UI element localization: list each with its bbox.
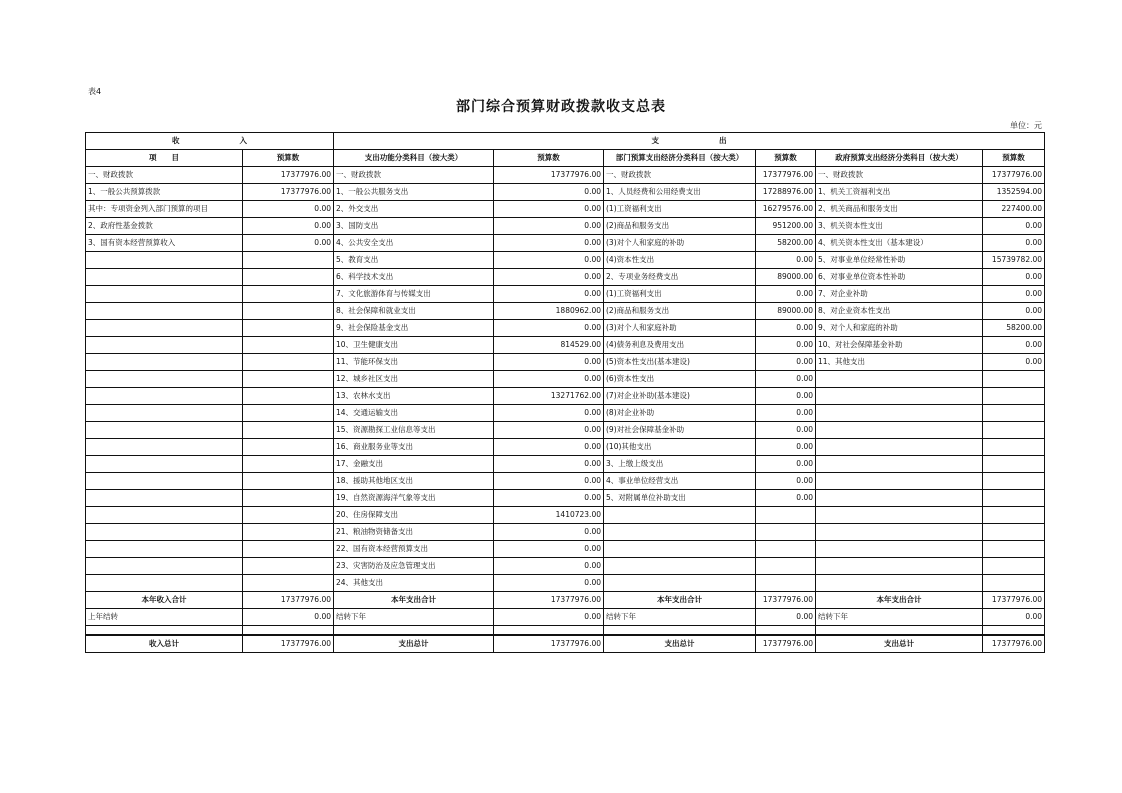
label-cell [816, 558, 983, 575]
table-row [86, 337, 1045, 354]
amount-cell: 227400.00 [983, 201, 1045, 218]
amount-cell [243, 473, 334, 490]
amount-cell: 58200.00 [983, 320, 1045, 337]
amount-cell: 0.00 [243, 609, 334, 626]
amount-cell: 0.00 [494, 558, 604, 575]
amount-cell: 0.00 [756, 490, 816, 507]
label-cell: (5)资本性支出(基本建设) [604, 354, 756, 371]
amount-cell [983, 575, 1045, 592]
label-cell [86, 269, 243, 286]
label-cell: 结转下年 [334, 609, 494, 626]
table-row [86, 252, 1045, 269]
label-cell: 14、交通运输支出 [334, 405, 494, 422]
amount-cell [243, 490, 334, 507]
amount-cell: 17377976.00 [756, 592, 816, 609]
table-row [86, 388, 1045, 405]
label-cell: 支出总计 [334, 635, 494, 653]
empty-cell [334, 626, 494, 636]
label-cell: 一、财政拨款 [816, 167, 983, 184]
table-number: 表4 [88, 87, 102, 96]
label-cell: 收入总计 [86, 635, 243, 653]
amount-cell: 0.00 [494, 490, 604, 507]
label-cell [86, 490, 243, 507]
label-cell: 3、上缴上级支出 [604, 456, 756, 473]
amount-cell: 0.00 [494, 473, 604, 490]
label-cell: 6、对事业单位资本性补助 [816, 269, 983, 286]
empty-cell [816, 626, 983, 636]
label-cell [86, 558, 243, 575]
label-cell [816, 541, 983, 558]
label-cell: 其中：专项资金列入部门预算的项目 [86, 201, 243, 218]
label-cell: 2、机关商品和服务支出 [816, 201, 983, 218]
amount-cell: 17377976.00 [494, 167, 604, 184]
amount-cell: 814529.00 [494, 337, 604, 354]
amount-cell: 17377976.00 [243, 184, 334, 201]
amount-cell: 0.00 [756, 439, 816, 456]
table-row [86, 218, 1045, 235]
label-cell: 23、灾害防治及应急管理支出 [334, 558, 494, 575]
amount-cell [983, 456, 1045, 473]
label-cell: 上年结转 [86, 609, 243, 626]
label-cell: 20、住房保障支出 [334, 507, 494, 524]
label-cell [86, 354, 243, 371]
amount-cell [243, 252, 334, 269]
label-cell: 1、一般公共预算拨款 [86, 184, 243, 201]
amount-cell [243, 371, 334, 388]
amount-cell [243, 303, 334, 320]
amount-cell: 0.00 [756, 286, 816, 303]
amount-cell [243, 422, 334, 439]
label-cell [86, 320, 243, 337]
amount-cell: 0.00 [756, 252, 816, 269]
amount-cell [756, 558, 816, 575]
label-cell: (3)对个人和家庭的补助 [604, 235, 756, 252]
amount-cell: 0.00 [756, 405, 816, 422]
amount-cell: 0.00 [756, 371, 816, 388]
amount-cell [243, 439, 334, 456]
empty-cell [243, 626, 334, 636]
label-cell [816, 405, 983, 422]
col-header: 部门预算支出经济分类科目（按大类） [604, 150, 756, 167]
table-row [86, 558, 1045, 575]
label-cell [816, 422, 983, 439]
label-cell: (2)商品和服务支出 [604, 303, 756, 320]
amount-cell: 0.00 [756, 422, 816, 439]
amount-cell: 17288976.00 [756, 184, 816, 201]
amount-cell [983, 405, 1045, 422]
label-cell: 6、科学技术支出 [334, 269, 494, 286]
expense-section-header: 支 出 [334, 133, 1045, 150]
section-header-row [86, 133, 1045, 150]
label-cell: 3、机关资本性支出 [816, 218, 983, 235]
label-cell: 12、城乡社区支出 [334, 371, 494, 388]
col-header: 预算数 [983, 150, 1045, 167]
label-cell: (9)对社会保障基金补助 [604, 422, 756, 439]
amount-cell: 0.00 [983, 218, 1045, 235]
amount-cell: 17377976.00 [243, 592, 334, 609]
label-cell: 一、财政拨款 [86, 167, 243, 184]
label-cell: (6)资本性支出 [604, 371, 756, 388]
col-header: 预算数 [756, 150, 816, 167]
label-cell: 5、对附属单位补助支出 [604, 490, 756, 507]
amount-cell [983, 371, 1045, 388]
column-header-row [86, 150, 1045, 167]
page-title: 部门综合预算财政拨款收支总表 [456, 99, 666, 115]
amount-cell: 0.00 [243, 201, 334, 218]
label-cell: 22、国有资本经营预算支出 [334, 541, 494, 558]
amount-cell: 0.00 [983, 286, 1045, 303]
label-cell [86, 541, 243, 558]
label-cell: 结转下年 [604, 609, 756, 626]
amount-cell: 0.00 [494, 235, 604, 252]
table-row [86, 201, 1045, 218]
label-cell [816, 473, 983, 490]
amount-cell [983, 490, 1045, 507]
amount-cell: 0.00 [494, 320, 604, 337]
amount-cell [756, 575, 816, 592]
amount-cell: 0.00 [756, 456, 816, 473]
empty-cell [494, 626, 604, 636]
col-header: 政府预算支出经济分类科目（按大类） [816, 150, 983, 167]
table-row [86, 575, 1045, 592]
label-cell [86, 439, 243, 456]
label-cell: 9、社会保险基金支出 [334, 320, 494, 337]
label-cell: 1、一般公共服务支出 [334, 184, 494, 201]
label-cell [604, 575, 756, 592]
amount-cell [243, 456, 334, 473]
amount-cell: 0.00 [756, 337, 816, 354]
amount-cell: 17377976.00 [494, 635, 604, 653]
label-cell: 10、卫生健康支出 [334, 337, 494, 354]
label-cell: 18、援助其他地区支出 [334, 473, 494, 490]
amount-cell: 1352594.00 [983, 184, 1045, 201]
label-cell: 1、机关工资福利支出 [816, 184, 983, 201]
amount-cell [243, 405, 334, 422]
amount-cell: 0.00 [494, 541, 604, 558]
amount-cell: 17377976.00 [983, 167, 1045, 184]
amount-cell: 89000.00 [756, 303, 816, 320]
label-cell: (8)对企业补助 [604, 405, 756, 422]
amount-cell: 0.00 [983, 609, 1045, 626]
amount-cell [243, 507, 334, 524]
table-row [86, 371, 1045, 388]
amount-cell: 16279576.00 [756, 201, 816, 218]
amount-cell: 0.00 [494, 252, 604, 269]
amount-cell [983, 541, 1045, 558]
label-cell: (7)对企业补助(基本建设) [604, 388, 756, 405]
label-cell: 4、机关资本性支出（基本建设） [816, 235, 983, 252]
amount-cell: 0.00 [494, 201, 604, 218]
label-cell [816, 507, 983, 524]
label-cell [86, 303, 243, 320]
table-row [86, 269, 1045, 286]
label-cell: 2、专项业务经费支出 [604, 269, 756, 286]
amount-cell: 17377976.00 [494, 592, 604, 609]
label-cell: 一、财政拨款 [334, 167, 494, 184]
amount-cell: 0.00 [494, 422, 604, 439]
label-cell: 9、对个人和家庭的补助 [816, 320, 983, 337]
label-cell: 本年支出合计 [816, 592, 983, 609]
amount-cell: 0.00 [494, 354, 604, 371]
label-cell [816, 439, 983, 456]
amount-cell: 0.00 [494, 371, 604, 388]
table-row [86, 439, 1045, 456]
amount-cell: 17377976.00 [243, 635, 334, 653]
amount-cell [243, 286, 334, 303]
label-cell: 3、国防支出 [334, 218, 494, 235]
label-cell: 支出总计 [816, 635, 983, 653]
empty-cell [86, 626, 243, 636]
amount-cell [983, 524, 1045, 541]
label-cell: 本年支出合计 [334, 592, 494, 609]
amount-cell: 0.00 [494, 184, 604, 201]
empty-cell [983, 626, 1045, 636]
label-cell [86, 524, 243, 541]
table-row [86, 303, 1045, 320]
label-cell: 5、教育支出 [334, 252, 494, 269]
table-row [86, 235, 1045, 252]
amount-cell [983, 388, 1045, 405]
amount-cell: 0.00 [243, 218, 334, 235]
label-cell [816, 388, 983, 405]
label-cell: 1、人员经费和公用经费支出 [604, 184, 756, 201]
empty-cell [756, 626, 816, 636]
label-cell [816, 524, 983, 541]
amount-cell: 0.00 [494, 575, 604, 592]
table-row [86, 167, 1045, 184]
amount-cell [243, 388, 334, 405]
spacer-row [86, 626, 1045, 636]
amount-cell: 0.00 [243, 235, 334, 252]
amount-cell [243, 269, 334, 286]
label-cell: 10、对社会保障基金补助 [816, 337, 983, 354]
label-cell [86, 337, 243, 354]
label-cell [816, 456, 983, 473]
label-cell [604, 524, 756, 541]
table-row [86, 354, 1045, 371]
amount-cell: 0.00 [983, 269, 1045, 286]
income-section-header: 收 入 [86, 133, 334, 150]
amount-cell: 89000.00 [756, 269, 816, 286]
amount-cell: 0.00 [494, 269, 604, 286]
amount-cell: 0.00 [983, 303, 1045, 320]
amount-cell [243, 524, 334, 541]
label-cell: (1)工资福利支出 [604, 201, 756, 218]
amount-cell: 0.00 [756, 354, 816, 371]
label-cell: 7、对企业补助 [816, 286, 983, 303]
label-cell [604, 558, 756, 575]
label-cell: 一、财政拨款 [604, 167, 756, 184]
amount-cell [243, 337, 334, 354]
table-row [86, 456, 1045, 473]
amount-cell [243, 541, 334, 558]
amount-cell: 0.00 [494, 286, 604, 303]
label-cell: 本年收入合计 [86, 592, 243, 609]
label-cell: 8、社会保障和就业支出 [334, 303, 494, 320]
amount-cell: 0.00 [494, 405, 604, 422]
table-row [86, 184, 1045, 201]
col-header: 支出功能分类科目（按大类） [334, 150, 494, 167]
amount-cell [243, 320, 334, 337]
amount-cell: 0.00 [756, 473, 816, 490]
amount-cell [983, 507, 1045, 524]
amount-cell: 0.00 [756, 320, 816, 337]
label-cell [86, 405, 243, 422]
amount-cell: 17377976.00 [243, 167, 334, 184]
amount-cell: 1880962.00 [494, 303, 604, 320]
label-cell: 19、自然资源海洋气象等支出 [334, 490, 494, 507]
label-cell [86, 507, 243, 524]
label-cell: (2)商品和服务支出 [604, 218, 756, 235]
label-cell: 15、资源勘探工业信息等支出 [334, 422, 494, 439]
amount-cell [983, 422, 1045, 439]
table-row [86, 541, 1045, 558]
amount-cell: 17377976.00 [756, 635, 816, 653]
amount-cell [756, 524, 816, 541]
label-cell: 8、对企业资本性支出 [816, 303, 983, 320]
label-cell: 本年支出合计 [604, 592, 756, 609]
label-cell: 5、对事业单位经常性补助 [816, 252, 983, 269]
label-cell: 17、金融支出 [334, 456, 494, 473]
col-header: 项 目 [86, 150, 243, 167]
label-cell: (3)对个人和家庭补助 [604, 320, 756, 337]
amount-cell [243, 354, 334, 371]
label-cell: 2、政府性基金拨款 [86, 218, 243, 235]
label-cell [816, 371, 983, 388]
table-row [86, 507, 1045, 524]
label-cell: 11、节能环保支出 [334, 354, 494, 371]
col-header: 预算数 [243, 150, 334, 167]
label-cell: 21、粮油物资储备支出 [334, 524, 494, 541]
unit-label: 单位：元 [1010, 121, 1042, 130]
amount-cell: 13271762.00 [494, 388, 604, 405]
label-cell: (1)工资福利支出 [604, 286, 756, 303]
amount-cell [983, 439, 1045, 456]
label-cell [86, 371, 243, 388]
label-cell [604, 541, 756, 558]
amount-cell: 58200.00 [756, 235, 816, 252]
label-cell: 7、文化旅游体育与传媒支出 [334, 286, 494, 303]
amount-cell [983, 473, 1045, 490]
table-row [86, 609, 1045, 626]
label-cell: 16、商业服务业等支出 [334, 439, 494, 456]
label-cell: 4、事业单位经营支出 [604, 473, 756, 490]
label-cell: 支出总计 [604, 635, 756, 653]
amount-cell: 951200.00 [756, 218, 816, 235]
amount-cell: 0.00 [756, 609, 816, 626]
table-row [86, 422, 1045, 439]
amount-cell [756, 507, 816, 524]
empty-cell [604, 626, 756, 636]
table-row [86, 524, 1045, 541]
label-cell [86, 388, 243, 405]
col-header: 预算数 [494, 150, 604, 167]
amount-cell: 1410723.00 [494, 507, 604, 524]
table-row [86, 286, 1045, 303]
amount-cell: 0.00 [494, 609, 604, 626]
amount-cell: 0.00 [494, 524, 604, 541]
amount-cell [243, 558, 334, 575]
amount-cell: 17377976.00 [756, 167, 816, 184]
table-row [86, 490, 1045, 507]
label-cell: (4)债务利息及费用支出 [604, 337, 756, 354]
amount-cell: 0.00 [983, 354, 1045, 371]
label-cell: 24、其他支出 [334, 575, 494, 592]
table-row [86, 592, 1045, 609]
label-cell: 3、国有资本经营预算收入 [86, 235, 243, 252]
label-cell [86, 286, 243, 303]
amount-cell: 0.00 [494, 439, 604, 456]
label-cell: 11、其他支出 [816, 354, 983, 371]
amount-cell [756, 541, 816, 558]
amount-cell: 0.00 [983, 337, 1045, 354]
label-cell [86, 473, 243, 490]
label-cell: (10)其他支出 [604, 439, 756, 456]
amount-cell: 0.00 [494, 218, 604, 235]
table-row [86, 635, 1045, 653]
label-cell [86, 422, 243, 439]
amount-cell: 17377976.00 [983, 635, 1045, 653]
amount-cell: 17377976.00 [983, 592, 1045, 609]
amount-cell: 0.00 [756, 388, 816, 405]
amount-cell: 15739782.00 [983, 252, 1045, 269]
label-cell: 2、外交支出 [334, 201, 494, 218]
label-cell [816, 490, 983, 507]
table-row [86, 320, 1045, 337]
amount-cell [983, 558, 1045, 575]
label-cell: 结转下年 [816, 609, 983, 626]
amount-cell: 0.00 [983, 235, 1045, 252]
budget-table [85, 132, 1045, 653]
label-cell: (4)资本性支出 [604, 252, 756, 269]
label-cell: 4、公共安全支出 [334, 235, 494, 252]
table-row [86, 405, 1045, 422]
amount-cell: 0.00 [494, 456, 604, 473]
amount-cell [243, 575, 334, 592]
label-cell [86, 575, 243, 592]
label-cell [86, 456, 243, 473]
label-cell [86, 252, 243, 269]
label-cell [604, 507, 756, 524]
label-cell [816, 575, 983, 592]
table-row [86, 473, 1045, 490]
label-cell: 13、农林水支出 [334, 388, 494, 405]
